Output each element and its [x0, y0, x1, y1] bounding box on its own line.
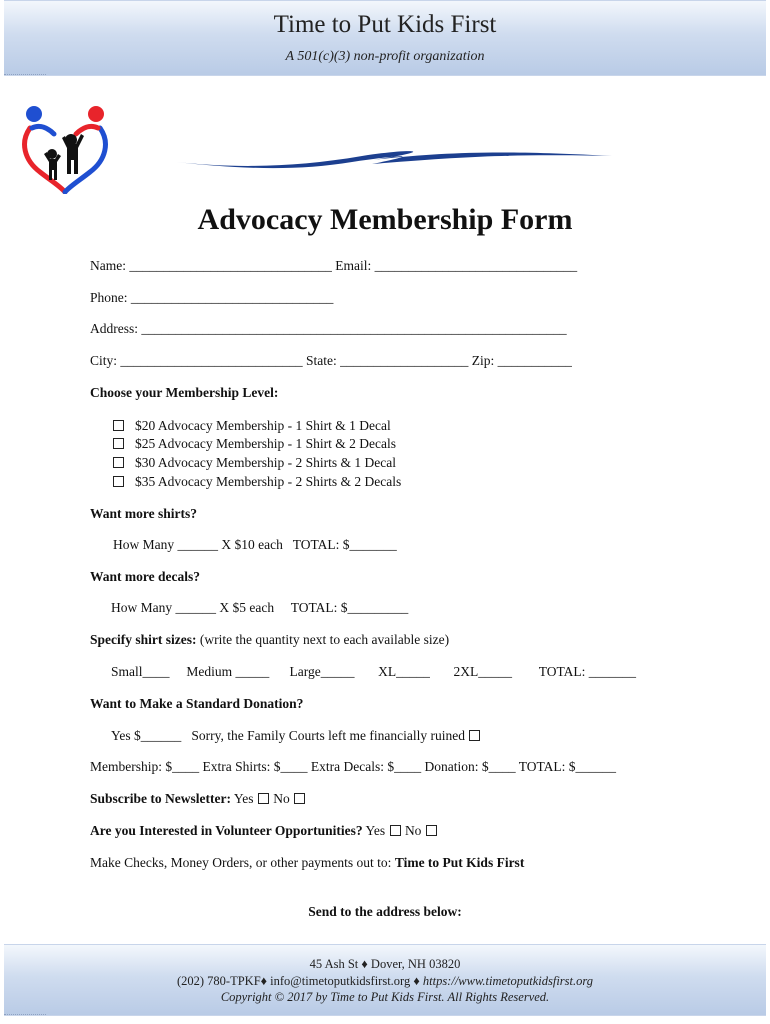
family-heart-logo — [22, 102, 108, 194]
footer-contact-text: (202) 780-TPKF♦ info@timetoputkidsfirst.org ♦ — [176, 974, 423, 988]
newsletter-label: Subscribe to Newsletter: — [90, 791, 231, 806]
volunteer-no: No — [401, 823, 422, 838]
decals-quantity-line[interactable]: How Many ______ X $5 each TOTAL: $_________ — [111, 600, 409, 615]
membership-option-label: $20 Advocacy Membership - 1 Shirt & 1 Decal — [135, 418, 391, 433]
membership-option[interactable] — [112, 455, 396, 471]
org-tagline: A 501(c)(3) non-profit organization — [285, 49, 485, 64]
membership-option-label: $35 Advocacy Membership - 2 Shirts & 2 Decals — [135, 474, 402, 489]
header-banner — [4, 0, 766, 76]
payment-text: Make Checks, Money Orders, or other payments out to: — [90, 855, 395, 870]
newsletter-yes: Yes — [230, 791, 254, 806]
checkbox-icon[interactable] — [390, 825, 401, 836]
shirts-quantity-line[interactable]: How Many ______ X $10 each TOTAL: $_______ — [113, 537, 397, 552]
volunteer-line — [90, 823, 438, 839]
membership-option[interactable] — [112, 418, 391, 434]
address-line[interactable]: Address: _______________________________________________________________ — [90, 321, 567, 336]
checkbox-icon[interactable] — [113, 457, 124, 468]
membership-option-label: $30 Advocacy Membership - 2 Shirts & 1 Decal — [135, 455, 396, 470]
volunteer-label: Are you Interested in Volunteer Opportunities? — [90, 823, 363, 838]
decals-heading: Want more decals? — [90, 569, 200, 584]
checkbox-icon[interactable] — [113, 420, 124, 431]
banner-divider — [4, 74, 46, 75]
checkbox-icon[interactable] — [469, 730, 480, 741]
name-email-line[interactable]: Name: ______________________________ Email: ______________________________ — [90, 258, 578, 273]
donation-text: Yes $______ Sorry, the Family Courts left me financially ruined — [111, 728, 465, 743]
checkbox-icon[interactable] — [113, 476, 124, 487]
phone-line[interactable]: Phone: ______________________________ — [90, 290, 334, 305]
footer-copyright: Copyright © 2017 by Time to Put Kids First. All Rights Reserved. — [220, 990, 550, 1004]
newsletter-line — [90, 791, 306, 807]
city-state-zip-line[interactable]: City: ___________________________ State: ___________________ Zip: ___________ — [90, 353, 572, 368]
sizes-heading: Specify shirt sizes: — [90, 632, 197, 647]
newsletter-no: No — [269, 791, 290, 806]
totals-line[interactable]: Membership: $____ Extra Shirts: $____ Extra Decals: $____ Donation: $____ TOTAL: $______ — [90, 759, 616, 774]
membership-option[interactable] — [112, 436, 396, 452]
checkbox-icon[interactable] — [294, 793, 305, 804]
footer-divider — [4, 1014, 46, 1015]
donation-heading: Want to Make a Standard Donation? — [90, 696, 304, 711]
sizes-line[interactable]: Small____ Medium _____ Large_____ XL_____ 2XL_____ TOTAL: _______ — [111, 664, 637, 679]
membership-heading: Choose your Membership Level: — [90, 385, 279, 400]
membership-option-label: $25 Advocacy Membership - 1 Shirt & 2 Decals — [135, 436, 396, 451]
checkbox-icon[interactable] — [426, 825, 437, 836]
swoosh-divider — [172, 142, 616, 172]
donation-line[interactable] — [111, 728, 481, 744]
sizes-note: (write the quantity next to each available size) — [196, 632, 450, 647]
volunteer-yes: Yes — [362, 823, 386, 838]
shirts-heading: Want more shirts? — [90, 506, 197, 521]
footer-banner — [4, 944, 766, 1016]
membership-option[interactable] — [112, 474, 401, 490]
org-name: Time to Put Kids First — [273, 11, 497, 38]
payment-line — [90, 855, 524, 871]
payment-payee: Time to Put Kids First — [394, 855, 525, 870]
checkbox-icon[interactable] — [113, 438, 124, 449]
form-title: Advocacy Membership Form — [197, 203, 573, 236]
checkbox-icon[interactable] — [258, 793, 269, 804]
footer-url-link[interactable]: https://www.timetoputkidsfirst.org — [422, 974, 594, 988]
footer-contact — [4, 974, 766, 989]
send-instruction: Send to the address below: — [308, 904, 462, 919]
sizes-heading-line — [90, 632, 449, 648]
footer-address: 45 Ash St ♦ Dover, NH 03820 — [309, 957, 461, 971]
